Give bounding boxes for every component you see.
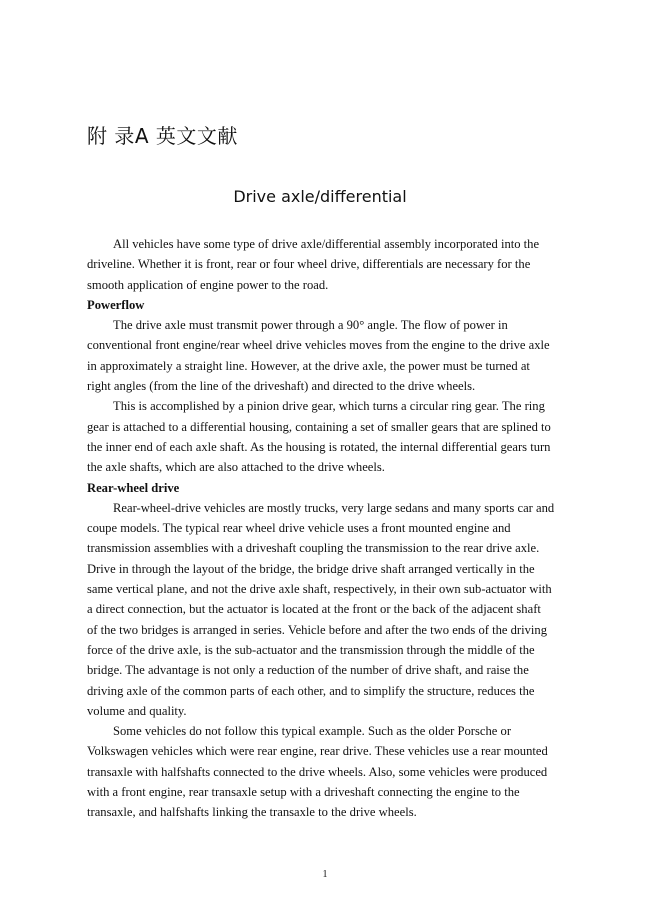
text-line: This is accomplished by a pinion drive gear, which turns a circular ring gear. The ring bbox=[113, 399, 545, 414]
text-line: Some vehicles do not follow this typical example. Such as the older Porsche or bbox=[113, 724, 512, 739]
text-line: smooth application of engine power to the road. bbox=[87, 277, 329, 292]
text-line: Drive in through the layout of the bridge, the bridge drive shaft arranged vertically in the bbox=[87, 561, 535, 576]
text-line: in approximately a straight line. However, at the drive axle, the power must be turned at bbox=[87, 358, 530, 373]
text-line: same vertical plane, and not the drive axle shaft, respectively, in their own sub-actuator with bbox=[87, 582, 552, 597]
text-line: a direct connection, but the actuator is located at the front or the back of the adjacent shaft bbox=[87, 602, 541, 617]
text-line: Volkswagen vehicles which were rear engine, rear drive. These vehicles use a rear mounted bbox=[87, 744, 548, 759]
text-line: coupe models. The typical rear wheel drive vehicle uses a front mounted engine and bbox=[87, 521, 511, 536]
text-line: The drive axle must transmit power through a 90° angle. The flow of power in bbox=[113, 318, 508, 333]
text-line: transaxle, and halfshafts linking the transaxle to the drive wheels. bbox=[87, 805, 417, 820]
section-heading: Rear-wheel drive bbox=[87, 480, 180, 495]
page-number: 1 bbox=[322, 869, 328, 880]
text-line: of the two bridges is arranged in series. Vehicle before and after the two ends of the driving bbox=[87, 622, 547, 637]
document-title: Drive axle/differential bbox=[233, 187, 407, 206]
text-line: the inner end of each axle shaft. As the housing is rotated, the internal differential gears turn bbox=[87, 439, 551, 454]
text-line: the axle shafts, which are also attached to the drive wheels. bbox=[87, 460, 385, 475]
text-line: Rear-wheel-drive vehicles are mostly trucks, very large sedans and many sports car and bbox=[113, 500, 555, 515]
text-line: with a front engine, rear transaxle setup with a driveshaft connecting the engine to the bbox=[87, 785, 520, 800]
appendix-heading: 附 录A 英文文献 bbox=[87, 124, 238, 148]
body-text bbox=[87, 234, 577, 823]
section-heading: Powerflow bbox=[87, 297, 145, 312]
text-line: force of the drive axle, is the sub-actuator and the transmission through the middle of the bbox=[87, 642, 535, 657]
text-line: conventional front engine/rear wheel drive vehicles moves from the engine to the drive axle bbox=[87, 338, 550, 353]
text-line: driveline. Whether it is front, rear or four wheel drive, differentials are necessary for the bbox=[87, 257, 531, 272]
text-line: transaxle with halfshafts connected to the drive wheels. Also, some vehicles were produced bbox=[87, 764, 548, 779]
text-line: transmission assemblies with a driveshaft coupling the transmission to the rear drive axle. bbox=[87, 541, 540, 556]
text-line: gear is attached to a differential housing, containing a set of smaller gears that are splined to bbox=[87, 419, 551, 434]
text-line: All vehicles have some type of drive axle/differential assembly incorporated into the bbox=[113, 237, 540, 251]
text-line: driving axle of the common parts of each other, and to simplify the structure, reduces the bbox=[87, 683, 535, 698]
text-line: bridge. The advantage is not only a reduction of the number of drive shaft, and raise the bbox=[87, 663, 529, 678]
text-line: right angles (from the line of the driveshaft) and directed to the drive wheels. bbox=[87, 379, 476, 394]
text-line: volume and quality. bbox=[87, 703, 187, 718]
